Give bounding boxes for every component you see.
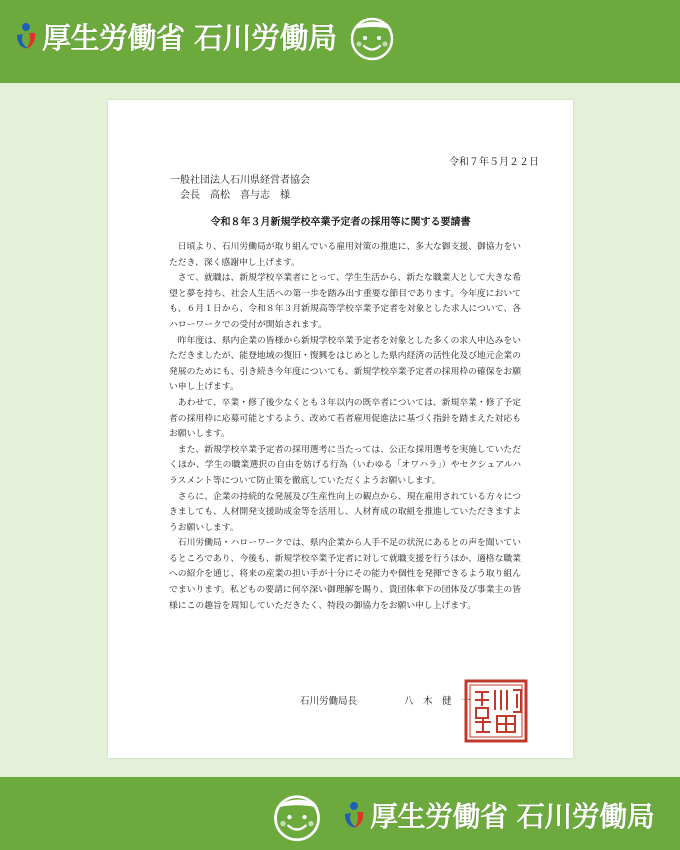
mhlw-logo-icon — [14, 21, 38, 51]
mhlw-logo-icon — [342, 800, 366, 830]
footer-org-name: 厚生労働省 石川労働局 — [370, 800, 655, 833]
letter-paragraph: 日頃より、石川労働局が取り組んでいる雇用対策の推進に、多大な御支援、御協力をいただき、深く感謝申し上げます。 — [169, 242, 521, 268]
letter-paragraph: 石川労働局・ハローワークでは、県内企業から人手不足の状況にあるとの声を聞いているところであり、今後も、新規学校卒業予定者に対して就職支援を行うほか、適格な職業への紹介を通じ、将来の産業の担い手が十分にその能力や個性を発揮できるよう取り組んでまいります。私どもの要請に何卒深い御理解を賜り、貴団体傘下の団体及び事業主の皆様にこの趣旨を周知していただきたく、特段の御協力をお願い申し上げます。 — [169, 538, 521, 611]
mascot-icon — [345, 10, 399, 62]
official-seal-icon — [463, 678, 529, 744]
header-org-name: 厚生労働省 石川労働局 — [42, 20, 337, 55]
signer-office: 石川労働局長 — [300, 696, 358, 707]
letter-paragraph: さて、就職は、新規学校卒業者にとって、学生生活から、新たな職業人として大きな希望と夢を持ち、社会人生活への第一歩を踏み出す重要な節目であります。今年度においても、６月１日から、令和８年３月新規高等学校卒業予定者を対象とした求人について、各ハローワークでの受付が開始されます。 — [169, 273, 521, 330]
header-brand[interactable] — [14, 10, 399, 62]
mascot-icon — [266, 787, 328, 843]
recipient-organization: 一般社団法人石川県経営者協会 — [170, 175, 310, 186]
letter-title: 令和８年３月新規学校卒業予定者の採用等に関する要請書 — [210, 217, 471, 228]
letter-body — [169, 240, 521, 614]
letter-paragraph: 昨年度は、県内企業の皆様から新規学校卒業予定者を対象とした多くの求人申込みをいただきましたが、能登地域の復旧・復興をはじめとした県内経済の活性化及び地元企業の発展のためにも、引き続き今年度についても、新規学校卒業予定者の採用枠の確保をお願い申し上げます。 — [169, 335, 521, 393]
signer-name: 八 木 健 一 — [404, 696, 471, 707]
recipient-name: 会長 高松 喜与志 様 — [180, 190, 290, 201]
letter-paragraph: さらに、企業の持続的な発展及び生産性向上の観点から、現在雇用されている方々につきましても、人材開発支援助成金等を活用し、人材育成の取組を推進していただきますようお願いします。 — [169, 491, 521, 533]
letter-paragraph: また、新規学校卒業予定者の採用選考に当たっては、公正な採用選考を実施していただくほか、学生の職業選択の自由を妨げる行為（いわゆる「オワハラ」）やセクシュアルハラスメント等について防止策を徹底していただくようお願いします。 — [169, 444, 521, 486]
footer-brand[interactable] — [266, 787, 654, 843]
request-letter — [108, 100, 573, 758]
letter-paragraph: あわせて、卒業・修了後少なくとも３年以内の既卒者については、新規卒業・修了予定者の採用枠に応募可能とするよう、改めて若者雇用促進法に基づく指針を踏まえた対応もお願いします。 — [169, 397, 521, 440]
letter-date: 令和７年５月２２日 — [449, 157, 539, 168]
